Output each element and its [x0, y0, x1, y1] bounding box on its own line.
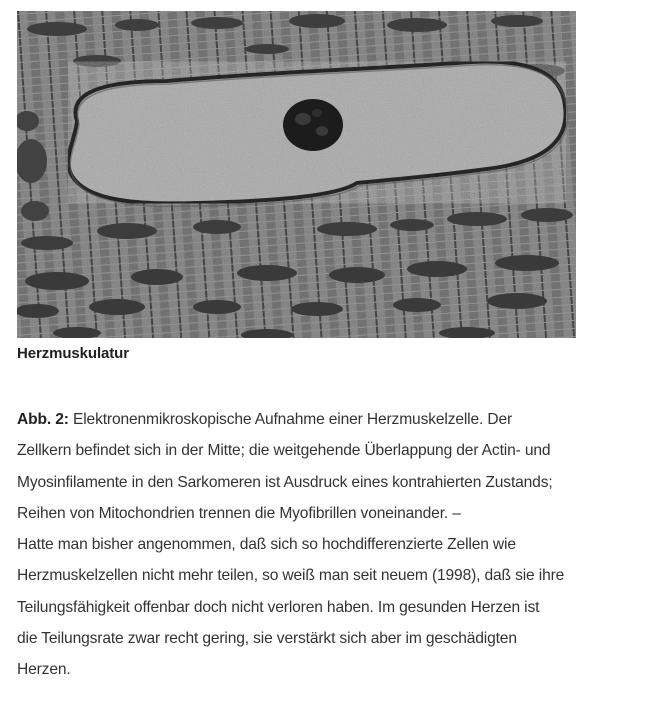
- description-line: Herzmuskelzellen nicht mehr teilen, so weiß man seit neuem (1998), daß sie ihre: [17, 567, 565, 585]
- nucleolus: [283, 99, 343, 151]
- description-line: Zellkern befindet sich in der Mitte; die weitgehende Überlappung der Actin- und: [17, 442, 551, 460]
- description-line: Abb. 2: Elektronenmikroskopische Aufnahme einer Herzmuskelzelle. Der: [17, 411, 513, 428]
- description-line: Teilungsfähigkeit offenbar doch nicht verloren haben. Im gesunden Herzen ist: [17, 598, 540, 616]
- figure-caption: Herzmuskulatur: [17, 345, 129, 362]
- description-line: Herzen.: [17, 661, 71, 679]
- micrograph-image: [17, 11, 576, 338]
- figure-label: Abb. 2:: [17, 411, 69, 428]
- figure-description: [17, 404, 649, 686]
- description-line: Myosinfilamente in den Sarkomeren ist Ausdruck eines kontrahierten Zustands;: [17, 473, 553, 491]
- description-line: die Teilungsrate zwar recht gering, sie verstärkt sich aber im geschädigten: [17, 630, 517, 648]
- description-line: Hatte man bisher angenommen, daß sich so hochdifferenzierte Zellen wie: [17, 536, 516, 554]
- description-line: Reihen von Mitochondrien trennen die Myofibrillen voneinander. –: [17, 504, 461, 522]
- micrograph-svg: [17, 11, 576, 338]
